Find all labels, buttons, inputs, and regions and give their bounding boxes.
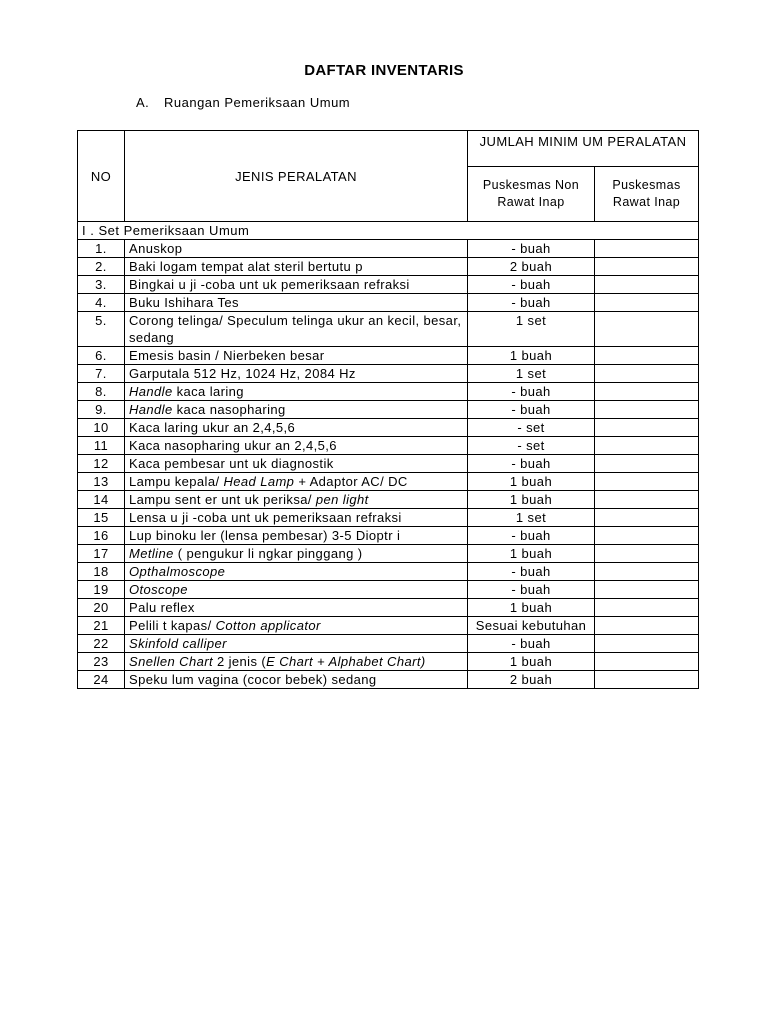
- table-row: [78, 401, 699, 419]
- row-rawat-inap: [595, 383, 699, 401]
- row-no: 3.: [78, 276, 125, 294]
- jenis-text: Otoscope: [129, 582, 188, 597]
- row-non-rawat-inap: Sesuai kebutuhan: [468, 617, 595, 635]
- row-no: 1.: [78, 240, 125, 258]
- table-row: [78, 635, 699, 653]
- jenis-text: + Adaptor AC/ DC: [294, 474, 408, 489]
- row-no: 15: [78, 509, 125, 527]
- row-jenis-peralatan: [125, 455, 468, 473]
- row-no: 6.: [78, 347, 125, 365]
- section-letter: A.: [136, 95, 150, 110]
- row-rawat-inap: [595, 473, 699, 491]
- row-rawat-inap: [595, 294, 699, 312]
- row-jenis-peralatan: [125, 473, 468, 491]
- row-rawat-inap: [595, 240, 699, 258]
- jenis-text: Kaca pembesar unt uk diagnostik: [129, 456, 334, 471]
- table-row: [78, 473, 699, 491]
- row-no: 12: [78, 455, 125, 473]
- jenis-text: Baki logam tempat alat steril bertutu p: [129, 259, 363, 274]
- row-no: 5.: [78, 312, 125, 347]
- section-heading: [136, 95, 350, 110]
- table-row: [78, 653, 699, 671]
- row-rawat-inap: [595, 563, 699, 581]
- jenis-text: Lup binoku ler (lensa pembesar) 3-5 Dioptr i: [129, 528, 401, 543]
- row-no: 9.: [78, 401, 125, 419]
- table-row: [78, 581, 699, 599]
- jenis-text: kaca laring: [172, 384, 244, 399]
- row-jenis-peralatan: [125, 617, 468, 635]
- table-row: [78, 276, 699, 294]
- row-no: 24: [78, 671, 125, 689]
- row-rawat-inap: [595, 312, 699, 347]
- row-rawat-inap: [595, 401, 699, 419]
- row-non-rawat-inap: - buah: [468, 581, 595, 599]
- row-non-rawat-inap: - buah: [468, 240, 595, 258]
- row-jenis-peralatan: [125, 563, 468, 581]
- header-rawat-inap: Puskesmas Rawat Inap: [595, 167, 699, 222]
- row-no: 13: [78, 473, 125, 491]
- row-non-rawat-inap: - buah: [468, 383, 595, 401]
- row-rawat-inap: [595, 365, 699, 383]
- jenis-text: Snellen Chart: [129, 654, 213, 669]
- row-no: 11: [78, 437, 125, 455]
- jenis-text: Head Lamp: [223, 474, 295, 489]
- row-no: 8.: [78, 383, 125, 401]
- jenis-text: kaca nasopharing: [172, 402, 286, 417]
- document-title: DAFTAR INVENTARIS: [304, 62, 464, 79]
- header-jenis-peralatan: JENIS PERALATAN: [125, 131, 468, 222]
- row-jenis-peralatan: [125, 419, 468, 437]
- row-rawat-inap: [595, 599, 699, 617]
- row-jenis-peralatan: [125, 258, 468, 276]
- row-non-rawat-inap: 1 buah: [468, 599, 595, 617]
- jenis-text: pen light: [315, 492, 369, 507]
- row-rawat-inap: [595, 258, 699, 276]
- row-jenis-peralatan: [125, 240, 468, 258]
- jenis-text: ( pengukur li ngkar pinggang ): [173, 546, 363, 561]
- table-row: [78, 527, 699, 545]
- jenis-text: Cotton applicator: [215, 618, 321, 633]
- row-rawat-inap: [595, 437, 699, 455]
- row-no: 7.: [78, 365, 125, 383]
- table-row: [78, 294, 699, 312]
- row-rawat-inap: [595, 509, 699, 527]
- row-non-rawat-inap: - set: [468, 437, 595, 455]
- row-jenis-peralatan: [125, 545, 468, 563]
- row-non-rawat-inap: - buah: [468, 635, 595, 653]
- table-row: [78, 491, 699, 509]
- row-jenis-peralatan: [125, 294, 468, 312]
- row-non-rawat-inap: - set: [468, 419, 595, 437]
- row-no: 4.: [78, 294, 125, 312]
- row-rawat-inap: [595, 671, 699, 689]
- table-row: [78, 617, 699, 635]
- table-row: [78, 383, 699, 401]
- table-row: [78, 419, 699, 437]
- row-jenis-peralatan: [125, 347, 468, 365]
- row-rawat-inap: [595, 545, 699, 563]
- row-jenis-peralatan: [125, 509, 468, 527]
- table-row: [78, 545, 699, 563]
- row-jenis-peralatan: [125, 401, 468, 419]
- row-non-rawat-inap: - buah: [468, 276, 595, 294]
- row-non-rawat-inap: - buah: [468, 401, 595, 419]
- table-row: [78, 671, 699, 689]
- table-row: [78, 509, 699, 527]
- table-row: [78, 437, 699, 455]
- row-no: 14: [78, 491, 125, 509]
- row-rawat-inap: [595, 455, 699, 473]
- row-non-rawat-inap: - buah: [468, 563, 595, 581]
- row-no: 22: [78, 635, 125, 653]
- table-body: [78, 222, 699, 689]
- table-row: [78, 312, 699, 347]
- row-jenis-peralatan: [125, 653, 468, 671]
- jenis-text: Garputala 512 Hz, 1024 Hz, 2084 Hz: [129, 366, 356, 381]
- row-non-rawat-inap: - buah: [468, 527, 595, 545]
- table-row: [78, 599, 699, 617]
- row-no: 21: [78, 617, 125, 635]
- table-row: [78, 365, 699, 383]
- row-non-rawat-inap: 2 buah: [468, 671, 595, 689]
- row-non-rawat-inap: - buah: [468, 294, 595, 312]
- jenis-text: Bingkai u ji -coba unt uk pemeriksaan refraksi: [129, 277, 410, 292]
- row-rawat-inap: [595, 617, 699, 635]
- jenis-text: Lensa u ji -coba unt uk pemeriksaan refraksi: [129, 510, 402, 525]
- row-no: 10: [78, 419, 125, 437]
- row-jenis-peralatan: [125, 365, 468, 383]
- table-row: [78, 258, 699, 276]
- row-rawat-inap: [595, 419, 699, 437]
- jenis-text: Buku Ishihara Tes: [129, 295, 239, 310]
- row-non-rawat-inap: - buah: [468, 455, 595, 473]
- group-label: I . Set Pemeriksaan Umum: [78, 222, 699, 240]
- jenis-text: Pelili t kapas/: [129, 618, 216, 633]
- row-no: 19: [78, 581, 125, 599]
- row-no: 23: [78, 653, 125, 671]
- row-no: 16: [78, 527, 125, 545]
- section-name: Ruangan Pemeriksaan Umum: [164, 95, 351, 110]
- row-rawat-inap: [595, 635, 699, 653]
- header-no: NO: [78, 131, 125, 222]
- jenis-text: Handle: [129, 402, 173, 417]
- row-non-rawat-inap: 2 buah: [468, 258, 595, 276]
- table-row: [78, 563, 699, 581]
- jenis-text: Lampu sent er unt uk periksa/: [129, 492, 316, 507]
- table-row: [78, 347, 699, 365]
- jenis-text: Speku lum vagina (cocor bebek) sedang: [129, 672, 377, 687]
- row-jenis-peralatan: [125, 671, 468, 689]
- row-non-rawat-inap: 1 buah: [468, 545, 595, 563]
- header-non-rawat-inap: Puskesmas Non Rawat Inap: [468, 167, 595, 222]
- jenis-text: Emesis basin / Nierbeken besar: [129, 348, 325, 363]
- row-rawat-inap: [595, 491, 699, 509]
- row-jenis-peralatan: [125, 437, 468, 455]
- row-no: 17: [78, 545, 125, 563]
- row-no: 20: [78, 599, 125, 617]
- jenis-text: Opthalmoscope: [129, 564, 226, 579]
- row-jenis-peralatan: [125, 383, 468, 401]
- row-jenis-peralatan: [125, 581, 468, 599]
- group-row: [78, 222, 699, 240]
- row-jenis-peralatan: [125, 527, 468, 545]
- row-non-rawat-inap: 1 buah: [468, 347, 595, 365]
- row-non-rawat-inap: 1 set: [468, 509, 595, 527]
- row-jenis-peralatan: [125, 276, 468, 294]
- row-no: 18: [78, 563, 125, 581]
- row-jenis-peralatan: [125, 599, 468, 617]
- row-non-rawat-inap: 1 set: [468, 365, 595, 383]
- jenis-text: Kaca nasopharing ukur an 2,4,5,6: [129, 438, 337, 453]
- jenis-text: Corong telinga/ Speculum telinga ukur an kecil, besar, sedang: [129, 313, 462, 345]
- row-rawat-inap: [595, 653, 699, 671]
- header-jumlah-minimum: JUMLAH MINIM UM PERALATAN: [468, 131, 699, 167]
- jenis-text: 2 jenis (: [212, 654, 267, 669]
- row-rawat-inap: [595, 347, 699, 365]
- row-rawat-inap: [595, 581, 699, 599]
- row-jenis-peralatan: [125, 635, 468, 653]
- jenis-text: E Chart + Alphabet Chart): [266, 654, 426, 669]
- row-non-rawat-inap: 1 buah: [468, 491, 595, 509]
- jenis-text: Skinfold calliper: [129, 636, 227, 651]
- row-rawat-inap: [595, 276, 699, 294]
- inventory-table: [77, 130, 699, 689]
- row-rawat-inap: [595, 527, 699, 545]
- row-jenis-peralatan: [125, 491, 468, 509]
- jenis-text: Anuskop: [129, 241, 183, 256]
- jenis-text: Kaca laring ukur an 2,4,5,6: [129, 420, 296, 435]
- jenis-text: Metline: [129, 546, 174, 561]
- jenis-text: Handle: [129, 384, 173, 399]
- row-non-rawat-inap: 1 set: [468, 312, 595, 347]
- row-jenis-peralatan: [125, 312, 468, 347]
- table-row: [78, 240, 699, 258]
- row-no: 2.: [78, 258, 125, 276]
- table-row: [78, 455, 699, 473]
- row-non-rawat-inap: 1 buah: [468, 473, 595, 491]
- row-non-rawat-inap: 1 buah: [468, 653, 595, 671]
- jenis-text: Lampu kepala/: [129, 474, 224, 489]
- jenis-text: Palu reflex: [129, 600, 195, 615]
